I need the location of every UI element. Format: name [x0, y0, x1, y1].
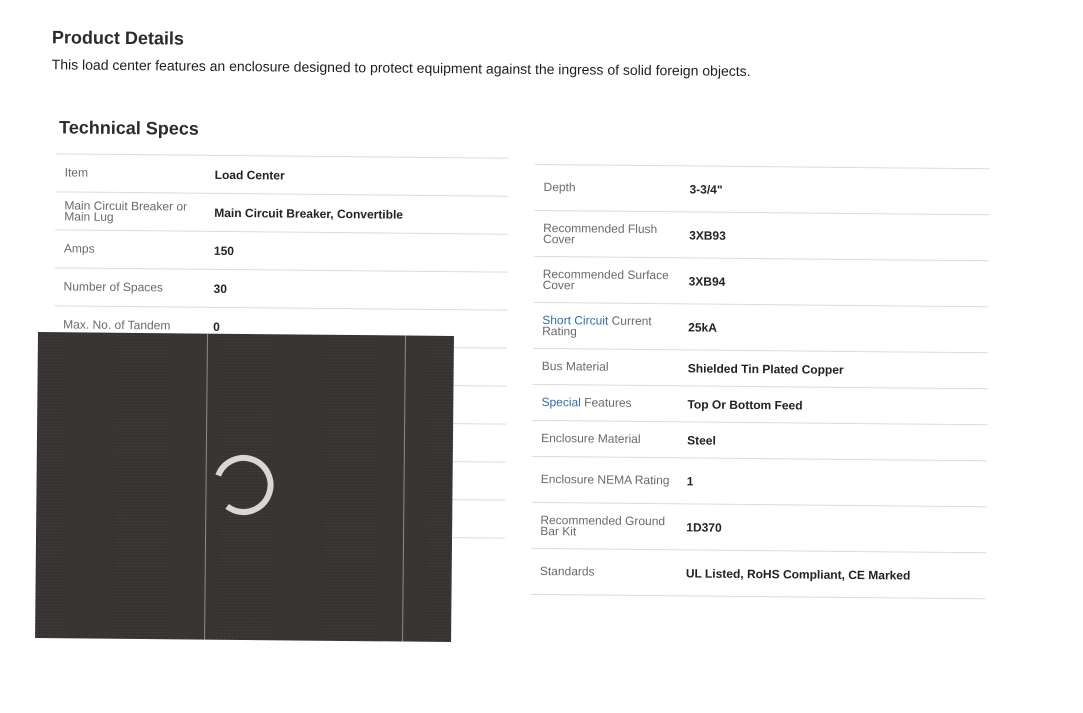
spec-label: Depth	[534, 164, 689, 211]
spec-value: Main Circuit Breaker, Convertible	[214, 193, 508, 234]
product-details-heading: Product Details	[51, 27, 185, 49]
spec-value: 30	[213, 269, 507, 310]
spec-value: 1	[687, 458, 987, 507]
loading-overlay	[35, 332, 454, 642]
spec-label: Recommended Flush Cover	[534, 210, 689, 257]
spec-label: Enclosure Material	[532, 420, 687, 457]
spec-label	[532, 384, 687, 421]
table-row	[533, 302, 988, 352]
table-row	[55, 154, 508, 196]
table-row	[532, 420, 987, 460]
table-row	[55, 230, 508, 272]
specs-table-right	[531, 164, 990, 599]
spec-value: 3-3/4"	[689, 166, 989, 215]
spec-value: 0	[213, 307, 507, 348]
spec-label: Main Circuit Breaker or Main Lug	[55, 192, 214, 232]
spec-label-rest: Current Rating	[542, 313, 652, 338]
special-link[interactable]: Special	[541, 395, 581, 410]
overlay-line	[402, 336, 406, 642]
spec-value: Steel	[687, 422, 987, 461]
short-circuit-link[interactable]: Short Circuit	[542, 312, 609, 328]
technical-specs-heading: Technical Specs	[59, 117, 199, 139]
table-row	[534, 210, 989, 260]
spec-value: 1D370	[686, 504, 986, 553]
table-row	[531, 502, 986, 552]
spec-label: Number of Spaces	[54, 268, 213, 308]
spec-label: Item	[55, 154, 214, 194]
spec-label	[533, 302, 688, 349]
table-row	[534, 164, 989, 214]
table-row	[55, 192, 508, 234]
overlay-line	[204, 334, 208, 640]
table-row	[532, 456, 987, 506]
spec-value: 3XB93	[689, 212, 989, 261]
spec-label: Recommended Ground Bar Kit	[531, 502, 686, 549]
table-row	[531, 548, 986, 598]
spec-label: Max. No. of Tandem	[54, 306, 213, 346]
spec-value: 25kA	[688, 304, 988, 353]
spec-value: Shielded Tin Plated Copper	[688, 350, 988, 389]
table-row	[54, 268, 507, 310]
spec-label: Recommended Surface Cover	[533, 256, 688, 303]
spec-label: Bus Material	[533, 348, 688, 385]
spec-label: Standards	[531, 548, 686, 595]
product-description: This load center features an enclosure designed to protect equipment against the ingress of solid foreign objects.	[51, 56, 751, 80]
spec-value: Load Center	[214, 155, 508, 196]
spec-label: Enclosure NEMA Rating	[532, 456, 687, 503]
loading-spinner-icon	[210, 452, 277, 519]
spec-label-rest: Features	[580, 395, 632, 410]
spec-value: 150	[214, 231, 508, 272]
spec-value: 3XB94	[688, 258, 988, 307]
table-row	[533, 348, 988, 388]
spec-label: Amps	[55, 230, 214, 270]
spec-value: UL Listed, RoHS Compliant, CE Marked	[686, 550, 986, 599]
spec-value: Top Or Bottom Feed	[687, 386, 987, 425]
table-row	[532, 384, 987, 424]
table-row	[533, 256, 988, 306]
